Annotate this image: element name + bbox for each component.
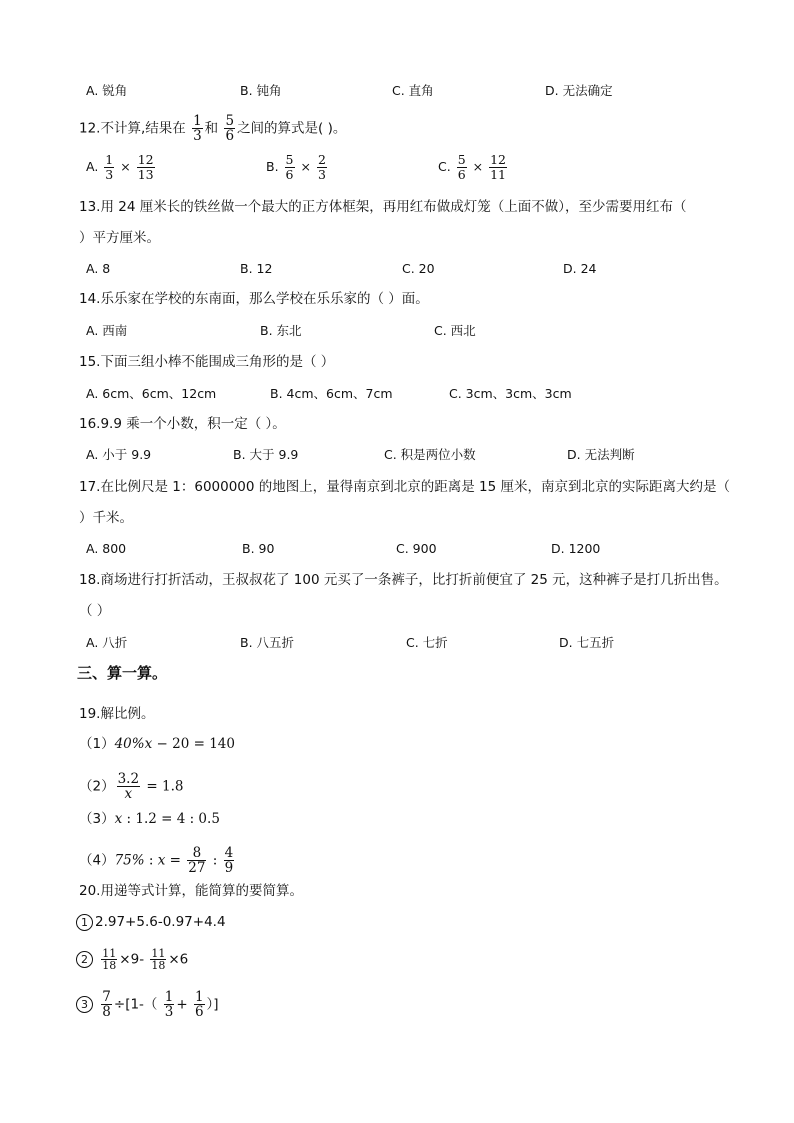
q13-stem-line2: ）平方厘米。: [79, 230, 160, 246]
q16-option-c: C. 积是两位小数: [384, 447, 476, 462]
q11-option-d: D. 无法确定: [545, 83, 613, 98]
q19-part-4: （4）75% : x = $\frac{8}{27}$ : $\frac{4}{9}$: [79, 845, 234, 876]
q13-option-a: A. 8: [86, 261, 111, 276]
q16-option-b: B. 大于 9.9: [233, 447, 299, 462]
q12-option-b: B. $\frac{5}{6}$ × $\frac{2}{3}$: [266, 152, 326, 182]
fraction: $\frac{5}{6}$: [225, 113, 235, 144]
q17-stem-line1: 17.在比例尺是 1：6000000 的地图上，量得南京到北京的距离是 15 厘米，南京到北京的实际距离大约是（: [79, 479, 731, 495]
q18-option-b: B. 八五折: [240, 635, 295, 650]
section-title: 三、算一算。: [77, 664, 168, 682]
q12-stem: 12.不计算,结果在 $\frac{1}{3}$ 和 $\frac{5}{6}$ 之间的算式是( )。: [79, 113, 347, 144]
q18-stem-line2: （ ）: [79, 603, 111, 619]
q13-stem-line1: 13.用 24 厘米长的铁丝做一个最大的正方体框架，再用红布做成灯笼（上面不做），至少需要用红布（: [79, 199, 687, 215]
q11-option-b: B. 钝角: [240, 83, 282, 98]
q20-item-1: 1 2.97+5.6-0.97+4.4: [76, 913, 226, 931]
q16-option-d: D. 无法判断: [567, 447, 635, 462]
q14-option-a: A. 西南: [86, 323, 128, 338]
q17-option-c: C. 900: [396, 541, 437, 556]
q17-option-b: B. 90: [242, 541, 275, 556]
q16-option-a: A. 小于 9.9: [86, 447, 152, 462]
q18-stem-line1: 18.商场进行打折活动，王叔叔花了 100 元买了一条裤子，比打折前便宜了 25 元，这种裤子是打几折出售。: [79, 572, 728, 588]
q20-stem: 20.用递等式计算，能简算的要简算。: [79, 883, 303, 899]
q12-option-c: C. $\frac{5}{6}$ × $\frac{12}{11}$: [438, 152, 506, 182]
q19-part-2: （2） $\frac{3.2}{x}$ = 1.8: [79, 771, 184, 802]
q15-stem: 15.下面三组小棒不能围成三角形的是（ ）: [79, 354, 335, 370]
q14-option-c: C. 西北: [434, 323, 476, 338]
q18-option-a: A. 八折: [86, 635, 128, 650]
circled-number: 1: [76, 914, 93, 931]
q13-option-c: C. 20: [402, 261, 435, 276]
fraction: $\frac{1}{3}$: [193, 113, 202, 144]
q11-option-c: C. 直角: [392, 83, 434, 98]
q17-option-d: D. 1200: [551, 541, 601, 556]
q19-part-1: （1）40%x − 20 = 140: [79, 736, 235, 752]
q12-option-a: A. $\frac{1}{3}$ × $\frac{12}{13}$: [86, 152, 154, 182]
q15-option-a: A. 6cm、6cm、12cm: [86, 386, 217, 401]
circled-number: 2: [76, 951, 93, 968]
q19-stem: 19.解比例。: [79, 706, 155, 722]
q19-part-3: （3）x : 1.2 = 4 : 0.5: [79, 811, 220, 827]
q14-option-b: B. 东北: [260, 323, 302, 338]
q11-option-a: A. 锐角: [86, 83, 128, 98]
q18-option-c: C. 七折: [406, 635, 448, 650]
q13-option-d: D. 24: [563, 261, 597, 276]
q20-item-2: 2 $\frac{11}{18}$ ×9- $\frac{11}{18}$ ×6: [76, 948, 188, 971]
q14-stem: 14.乐乐家在学校的东南面，那么学校在乐乐家的（ ）面。: [79, 291, 429, 307]
q15-option-c: C. 3cm、3cm、3cm: [449, 386, 572, 401]
q13-option-b: B. 12: [240, 261, 273, 276]
q16-stem: 16.9.9 乘一个小数，积一定（ ）。: [79, 416, 286, 432]
q20-item-3: 3 $\frac{7}{8}$ ÷[1-（ $\frac{1}{3}$ + $\frac{1}{6}$ ）]: [76, 990, 219, 1019]
q18-option-d: D. 七五折: [559, 635, 615, 650]
q15-option-b: B. 4cm、6cm、7cm: [270, 386, 393, 401]
q17-option-a: A. 800: [86, 541, 127, 556]
circled-number: 3: [76, 996, 93, 1013]
q17-stem-line2: ）千米。: [79, 510, 133, 526]
